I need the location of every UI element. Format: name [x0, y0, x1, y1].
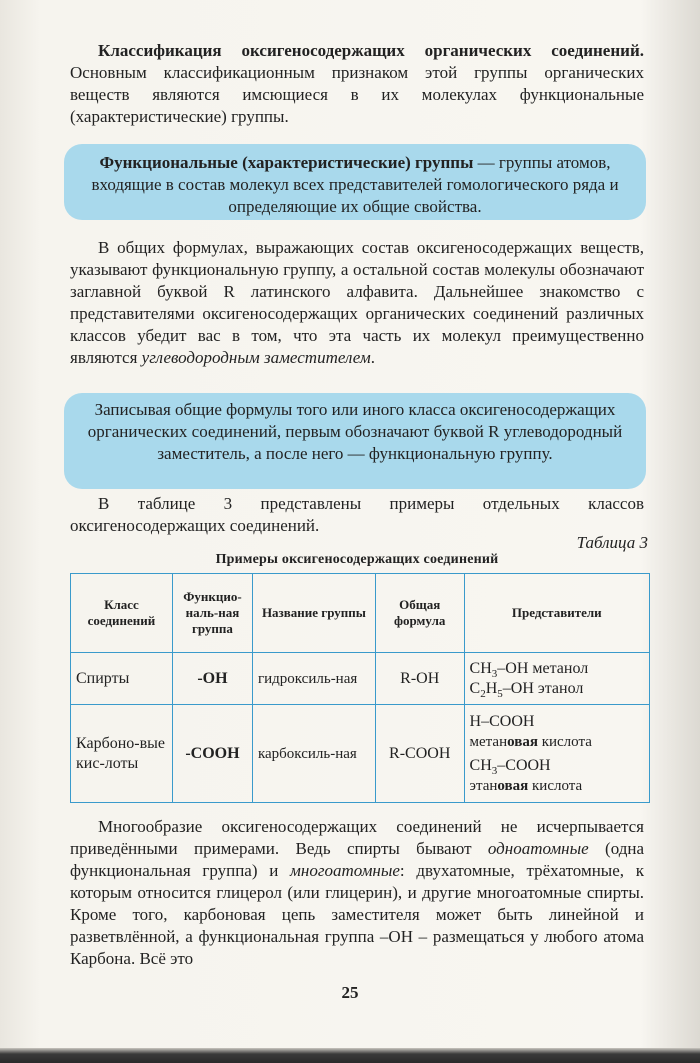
representative-formic-name: метановая кислота	[469, 733, 592, 750]
cell-group: -OH	[172, 653, 252, 705]
paragraph4-text-2: (одна функциональная группа) и	[70, 839, 645, 880]
definition-term: Функциональные (характеристические) группы	[99, 153, 474, 172]
representative-acetic-name: этановая кислота	[469, 777, 583, 794]
definition-box	[64, 144, 646, 220]
paragraph3-text: В таблице 3 представлены примеры отдельных классов оксигеносодержащих соединений.	[70, 494, 644, 535]
intro-paragraph	[70, 40, 644, 128]
paragraph2-emphasis: углеводородным заместителем	[141, 348, 371, 367]
rule-box	[64, 393, 646, 489]
paragraph-general-formulas	[70, 237, 644, 369]
header-class: Класс соединений	[71, 574, 173, 653]
paragraph2-end: .	[370, 348, 376, 367]
page-number: 25	[341, 983, 359, 1002]
paragraph-table-intro	[70, 493, 644, 537]
paragraph-diversity	[70, 816, 644, 970]
representative-formic-formula: H–COOH	[469, 712, 535, 730]
cell-group-name: карбоксиль-ная	[252, 705, 375, 803]
representative-acetic-formula: $CH_3$–COOH	[469, 756, 551, 777]
cell-group: -COOH	[172, 705, 252, 803]
intro-heading: Классификация оксигеносодержащих органических соединений.	[98, 41, 644, 60]
paragraph2-text: В общих формулах, выражающих состав оксигеносодержащих веществ, указывают функциональную группу, а остальной состав молекулы обозначают заглавной буквой R латинского алфавита. Дальнейшее знакомство с представителями оксигеносодержащих органических соединений различных классов убедит вас в том, что эта часть их молекул преимущественно являются	[70, 238, 644, 367]
representative-methanol: $CH_3-OH$ метанол	[469, 659, 589, 680]
header-general-formula: Общая формула	[375, 574, 464, 653]
header-representatives: Представители	[464, 574, 649, 653]
rule-text: Записывая общие формулы того или иного класса оксигеносодержащих органических соединений, первым обозначают буквой R углеводородный заместитель, а после него — функциональную группу.	[87, 400, 623, 463]
paragraph4-text-1: Многообразие оксигеносодержащих соединений не исчерпывается приведёнными примерами. Ведь спирты бывают	[70, 817, 644, 858]
cell-class: Карбоно-вые кис-лоты	[71, 705, 173, 803]
paragraph4-emphasis-2: многоатомные	[290, 861, 400, 880]
representative-ethanol: $C_2H_5-OH$ этанол	[469, 679, 584, 700]
cell-formula: R-OH	[375, 653, 464, 705]
intro-text: Основным классификационным признаком этой группы органических веществ являются имсющиеся в их молекулах функциональные (характеристические) группы.	[70, 63, 644, 126]
paragraph4-emphasis-1: одноатомные	[487, 839, 589, 858]
header-group-name: Название группы	[252, 574, 375, 653]
paragraph4-text-3: : двухатомные, трёхатомные, к которым относится глицерол (или глицерин), и другие многоатомные спирты. Кроме того, карбоновая цепь заместителя может быть линейной и разветвлённой, а функциональная группа –OH – размещаться у любого атома Карбона. Всё это	[70, 861, 644, 968]
cell-representatives	[464, 653, 649, 705]
compounds-table	[70, 573, 650, 803]
definition-text: — группы атомов, входящие в состав молекул всех представителей гомологического ряда и определяющие их общие свойства.	[91, 153, 619, 216]
table-row	[71, 653, 650, 705]
cell-representatives	[464, 705, 649, 803]
table-row	[71, 705, 650, 803]
cell-class: Спирты	[71, 653, 173, 705]
page-bottom-edge	[0, 1048, 700, 1063]
table-caption: Примеры оксигеносодержащих соединений	[215, 552, 499, 567]
cell-formula: R-COOH	[375, 705, 464, 803]
table-label: Таблица 3	[576, 533, 648, 552]
table-header-row	[71, 574, 650, 653]
header-functional-group: Функцио-наль-ная группа	[172, 574, 252, 653]
cell-group-name: гидроксиль-ная	[252, 653, 375, 705]
